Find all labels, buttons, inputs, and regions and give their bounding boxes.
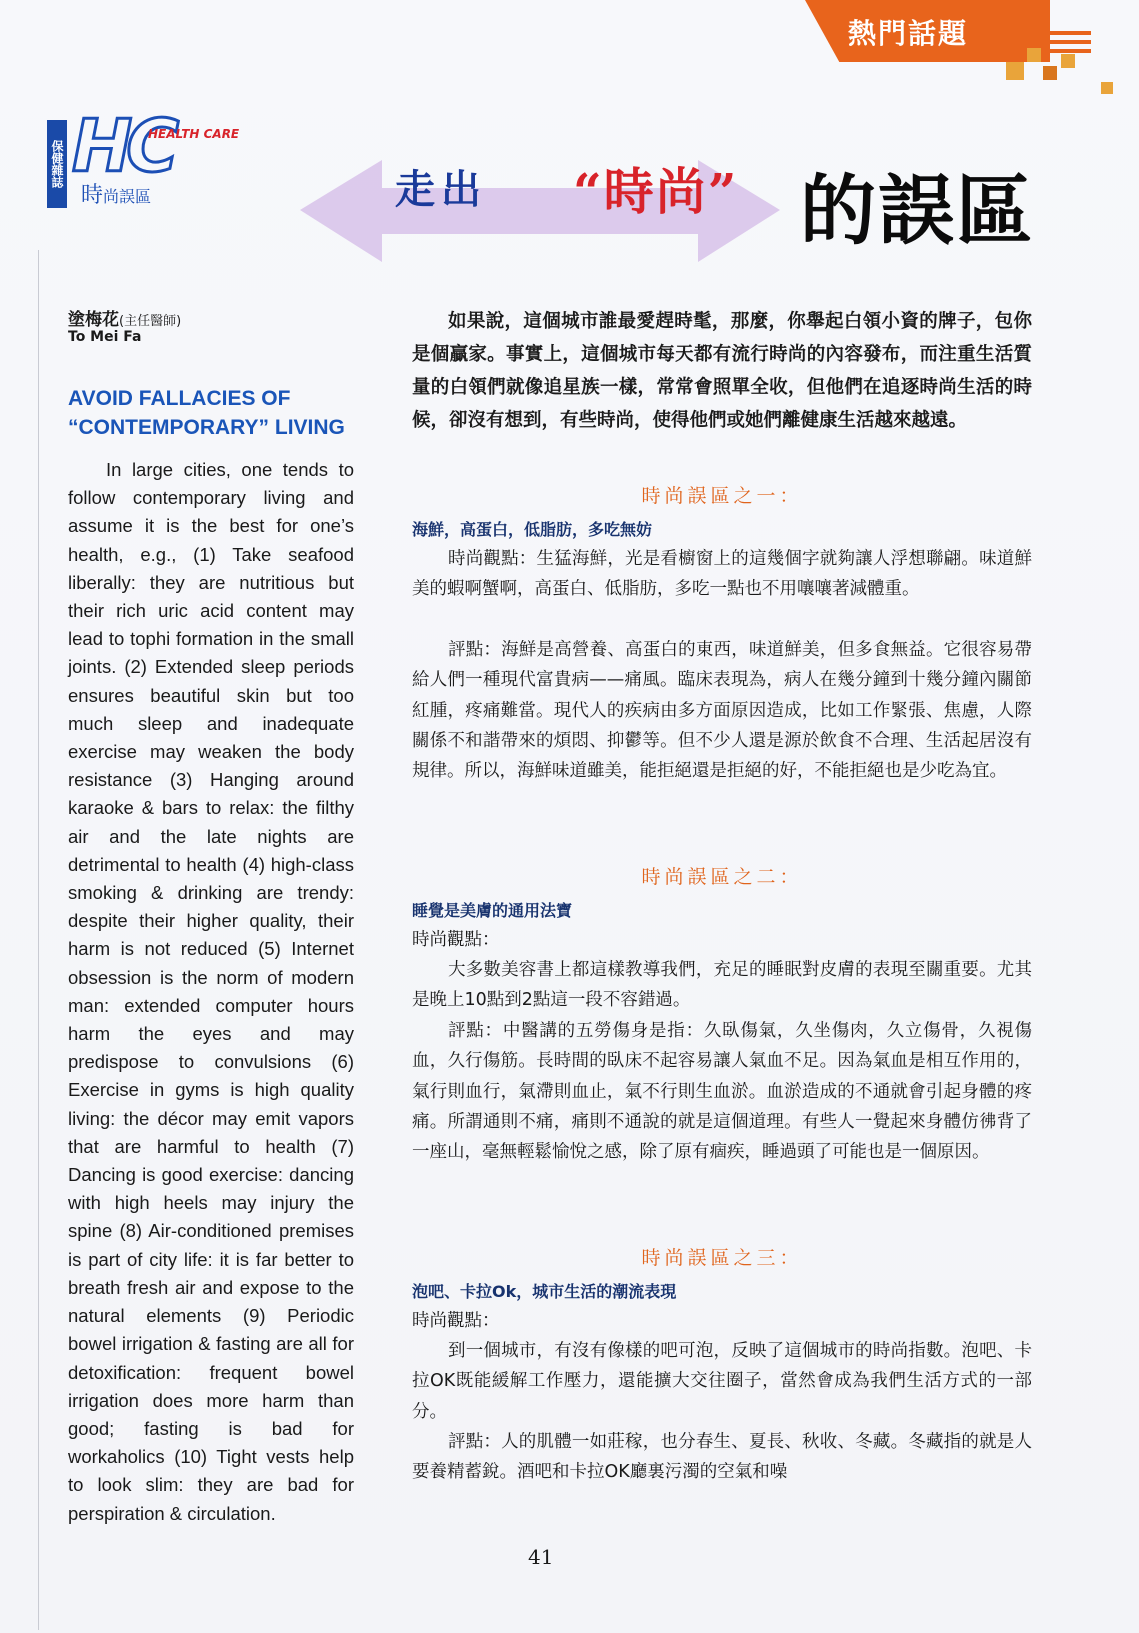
intro-paragraph: 如果說，這個城市誰最愛趕時髦，那麼，你舉起白領小資的牌子，包你是個贏家。事實上，這個城市每天都有流行時尚的內容發布，而注重生活質量的白領們就像追星族一樣，常常會照單全收，但他們在追逐時尚生活的時候，卻沒有想到，有些時尚，使得他們或她們離健康生活越來越遠。 xyxy=(412,311,1032,431)
column-prefix: 時 xyxy=(81,183,104,208)
title-part-3: 的誤區 xyxy=(800,166,1034,255)
header-stripe xyxy=(1000,40,1091,44)
decor-square xyxy=(1027,48,1041,62)
myth-subheading-3: 泡吧、卡拉Ok，城市生活的潮流表現 xyxy=(412,1282,677,1301)
column-suffix: 尚誤區 xyxy=(103,187,152,206)
author-name xyxy=(68,305,181,330)
myth-1-view: 時尚觀點：生猛海鮮，光是看櫥窗上的這幾個字就夠讓人浮想聯翩。味道鮮美的蝦啊蟹啊，高蛋白、低脂肪，多吃一點也不用嚷嚷著減體重。 xyxy=(412,549,1032,600)
myth-1-comment: 評點：海鮮是高營養、高蛋白的東西，味道鮮美，但多食無益。它很容易帶給人們一種現代富貴病——痛風。臨床表現為，病人在幾分鐘到十幾分鐘內關節紅腫，疼痛難當。現代人的疾病由多方面原因造成，比如工作緊張、焦慮，人際關係不和諧帶來的煩悶、抑鬱等。但不少人還是源於飲食不合理、生活起居沒有規律。所以，海鮮味道雖美，能拒絕還是拒絕的好，不能拒絕也是少吃為宜。 xyxy=(412,640,1032,782)
myth-2-comment: 評點：中醫講的五勞傷身是指：久臥傷氣，久坐傷肉，久立傷骨，久視傷血，久行傷筋。長時間的臥床不起容易讓人氣血不足。因為氣血是相互作用的，氣行則血行，氣滯則血止，氣不行則生血淤。血淤造成的不通就會引起身體的疼痛。所謂通則不痛，痛則不通說的就是這個道理。有些人一覺起來身體仿彿背了一座山，毫無輕鬆愉悅之感，除了原有痼疾，睡過頭了可能也是一個原因。 xyxy=(412,1021,1032,1163)
myth-heading-2: 時尚誤區之二： xyxy=(641,866,803,888)
english-heading xyxy=(68,384,368,442)
header-stripe xyxy=(1000,31,1091,35)
decor-square xyxy=(1006,62,1024,80)
column-name xyxy=(81,178,151,209)
title-part-2: “時尚” xyxy=(573,162,739,221)
logo-health-care: HEALTH CARE xyxy=(148,127,240,141)
decor-square xyxy=(1061,54,1075,68)
myth-heading-1: 時尚誤區之一： xyxy=(641,485,803,507)
english-summary: In large cities, one tends to follow contemporary living and assume it is the best for one’s health, e.g., (1) Take seafood liberally: they are nutritious but their rich uric acid content may lead to tophi formation in the small joints. (2) Extended sleep periods ensures beautiful skin but too much sleep and inadequate exercise may weaken the body resistance (3) Hanging around karaoke & bars to relax: the filthy air and the late nights are detrimental to health (4) high-class smoking & drinking are trendy: despite their higher quality, their harm is not reduced (5) Internet obsession is the norm of modern man: extended computer hours harm the eyes and may predispose to convulsions (6) Exercise in gyms is high quality living: the décor may emit vapors that are harmful to health (7) Dancing is good exercise: dancing with high heels may injury the spine (8) Air-conditioned premises is part of city life: it is far better to breath fresh air and expose to the natural elements (9) Periodic bowel irrigation & fasting are all for detoxification: frequent bowel irrigation does more harm than good; fasting is bad for workaholics (10) Tight vests help to look slim: they are bad for perspiration & circulation. xyxy=(68,459,354,1524)
myth-subheading-1: 海鮮，高蛋白，低脂肪，多吃無妨 xyxy=(412,520,653,539)
author-name-en: To Mei Fa xyxy=(68,329,142,345)
author-role: (主任醫師) xyxy=(119,314,182,329)
author-name-text: 塗梅花 xyxy=(68,310,119,330)
title-part-1: 走出 xyxy=(395,166,487,213)
myth-3-comment: 評點：人的肌體一如莊稼，也分春生、夏長、秋收、冬藏。冬藏指的就是人要養精蓄銳。酒吧和卡拉OK廳裏污濁的空氣和噪 xyxy=(412,1432,1032,1483)
english-heading-line: AVOID FALLACIES OF xyxy=(68,387,291,410)
decor-square xyxy=(1101,82,1113,94)
myth-2-view: 大多數美容書上都這樣教導我們，充足的睡眠對皮膚的表現至關重要。尤其是晚上10點到2點這一段不容錯過。 xyxy=(412,960,1032,1011)
margin-rule xyxy=(38,250,39,1630)
myth-subheading-2: 睡覺是美膚的通用法寶 xyxy=(412,901,573,920)
myth-3-view-label: 時尚觀點： xyxy=(412,1311,500,1331)
myth-3-view: 到一個城市，有沒有像樣的吧可泡，反映了這個城市的時尚指數。泡吧、卡拉OK既能緩解工作壓力，還能擴大交往圈子，當然會成為我們生活方式的一部分。 xyxy=(412,1341,1032,1422)
page-number: 41 xyxy=(528,1545,554,1569)
english-heading-line: “CONTEMPORARY” LIVING xyxy=(68,416,345,439)
header-stripe xyxy=(1000,49,1091,53)
logo-vertical-label: 保健雜誌 xyxy=(47,120,67,208)
myth-heading-3: 時尚誤區之三： xyxy=(641,1247,803,1269)
myth-2-view-label: 時尚觀點： xyxy=(412,930,500,950)
section-label: 熱門話題 xyxy=(848,17,969,50)
hc-logo-mark: HC xyxy=(72,104,174,188)
decor-square xyxy=(1043,66,1057,80)
